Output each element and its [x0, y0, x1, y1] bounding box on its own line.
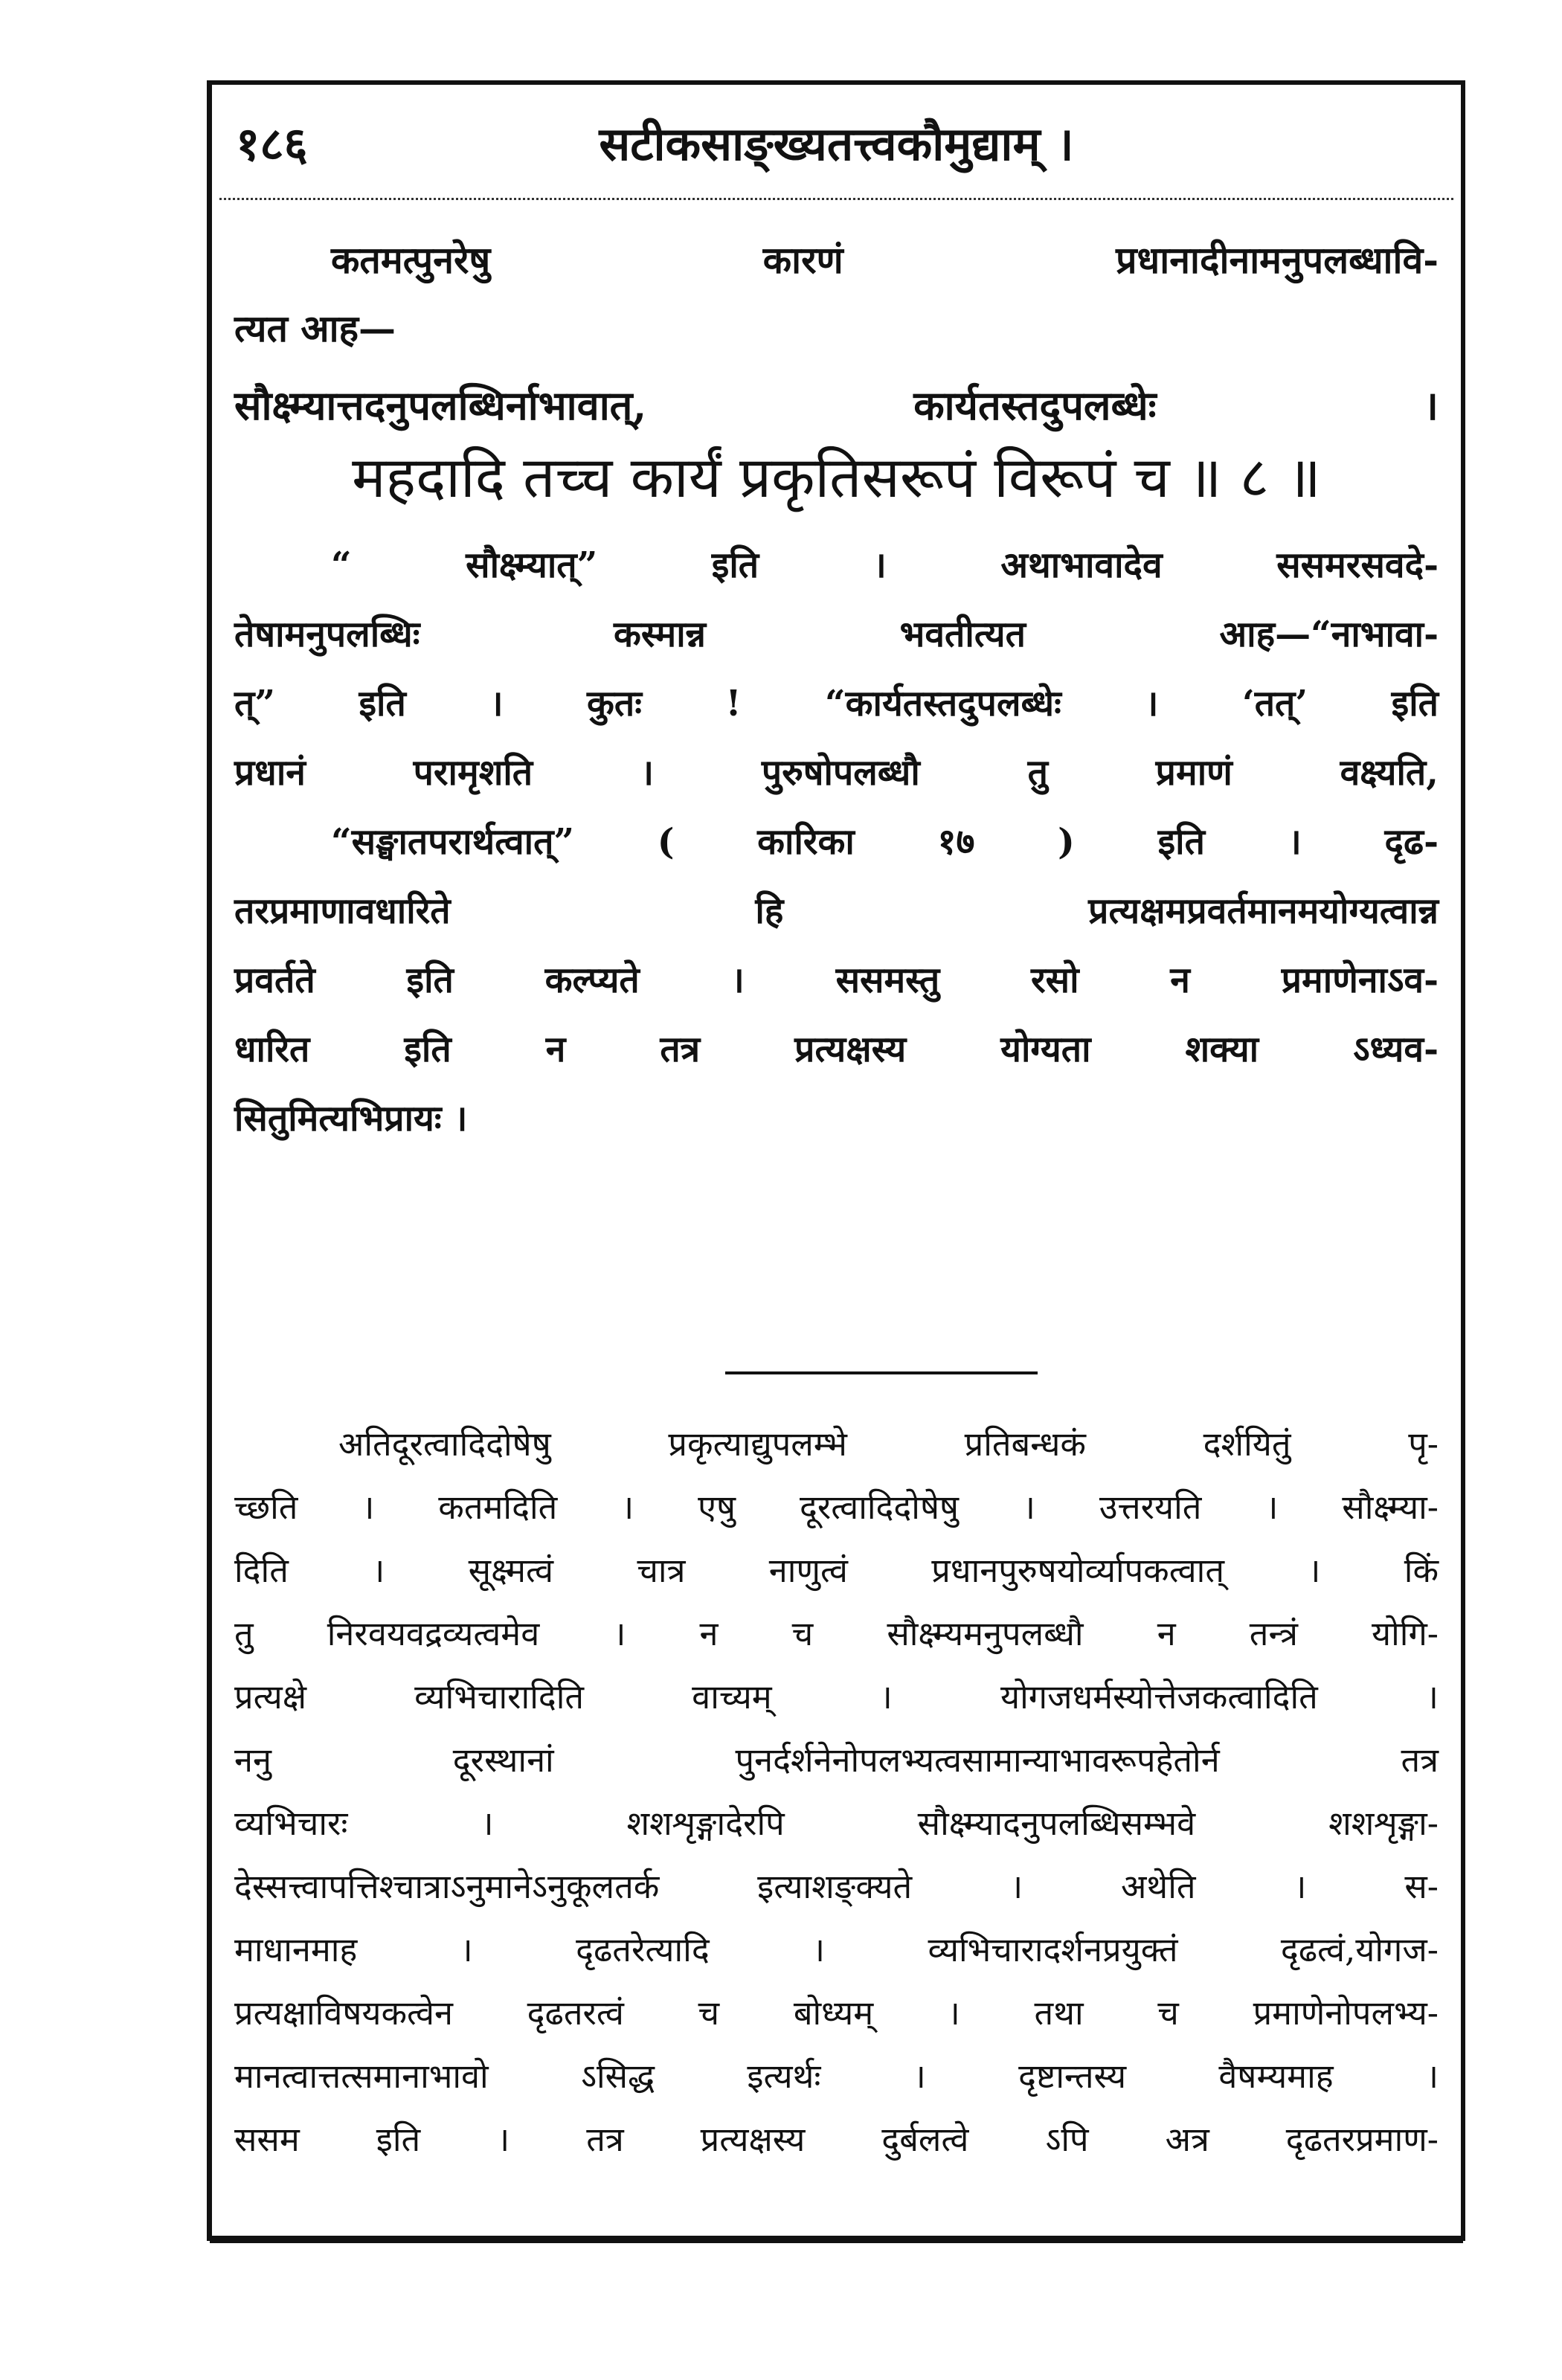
- intro-passage: [234, 226, 1439, 363]
- kaumudi-line: प्रधानं परामृशति । पुरुषोपलब्धौ तु प्रमाणं वक्ष्यति,: [234, 752, 1439, 794]
- karika-line-1: सौक्ष्म्यात्तदनुपलब्धिर्नाभावात्, कार्यतस्तदुपलब्धेः ।: [234, 382, 1439, 429]
- commentary-line: प्रत्यक्षाविषयकत्वेन दृढतरत्वं च बोध्यम् । तथा च प्रमाणेनोपलभ्य-: [234, 1993, 1439, 2033]
- commentary-line: च्छति । कतमदिति । एषु दूरत्वादिदोषेषु । उत्तरयति । सौक्ष्म्या-: [234, 1488, 1439, 1527]
- commentary-line: तु निरवयवद्रव्यत्वमेव । न च सौक्ष्म्यमनुपलब्धौ न तन्त्रं योगि-: [234, 1614, 1439, 1653]
- commentary-line: देस्सत्त्वापत्तिश्चात्राऽनुमानेऽनुकूलतर्क इत्याशङ्क्यते । अथेति । स-: [234, 1867, 1439, 1906]
- intro-line: कतमत्पुनरेषु कारणं प्रधानादीनामनुपलब्धावि-: [331, 238, 1439, 282]
- bottom-rule: [210, 2241, 1463, 2243]
- karika-line-2: महदादि तच्च कार्यं प्रकृतिसरूपं विरूपं च ॥ ८ ॥: [352, 444, 1321, 510]
- commentary-line: ससम इति । तत्र प्रत्यक्षस्य दुर्बलत्वे ऽपि अत्र दृढतरप्रमाण-: [234, 2120, 1439, 2159]
- section-divider: [725, 1371, 1038, 1374]
- running-title: सटीकसाङ्ख्यतत्त्वकौमुद्याम् ।: [599, 117, 1074, 171]
- page-frame: [207, 80, 1465, 2241]
- commentary-line: व्यभिचारः । शशशृङ्गादेरपि सौक्ष्म्यादनुपलब्धिसम्भवे शशशृङ्गा-: [234, 1804, 1439, 1843]
- kaumudi-line: तेषामनुपलब्धिः कस्मान्न भवतीत्यत आह—“नाभावा-: [234, 614, 1439, 655]
- commentary-line: मानत्वात्तत्समानाभावो ऽसिद्ध इत्यर्थः । दृष्टान्तस्य वैषम्यमाह ।: [234, 2056, 1439, 2096]
- kaumudi-line: धारित इति न तत्र प्रत्यक्षस्य योग्यता शक्या ऽध्यव-: [234, 1029, 1439, 1070]
- kaumudi-line: त्” इति । कुतः ! “कार्यतस्तदुपलब्धेः । ‘तत्’ इति: [234, 683, 1439, 724]
- kaumudi-line: प्रवर्तते इति कल्प्यते । ससमस्तु रसो न प्रमाणेनाऽव-: [234, 959, 1439, 1001]
- commentary-line: प्रत्यक्षे व्यभिचारादिति वाच्यम् । योगजधर्मस्योत्तेजकत्वादिति ।: [234, 1677, 1439, 1717]
- kaumudi-line: तरप्रमाणावधारिते हि प्रत्यक्षमप्रवर्तमानमयोग्यत्वान्न: [234, 890, 1439, 932]
- commentary-line: माधानमाह । दृढतरेत्यादि । व्यभिचारादर्शनप्रयुक्तं दृढत्वं,योगज-: [234, 1930, 1439, 1969]
- commentary-line: दिति । सूक्ष्मत्वं चात्र नाणुत्वं प्रधानपुरुषयोर्व्यापकत्वात् । किं: [234, 1551, 1439, 1590]
- commentary-line: अतिदूरत्वादिदोषेषु प्रकृत्याद्युपलम्भे प्रतिबन्धकं दर्शयितुं पृ-: [338, 1424, 1439, 1464]
- page-header: [225, 112, 1447, 178]
- header-rule: [219, 198, 1453, 205]
- commentary-passage: [234, 1412, 1439, 2171]
- commentary-line: ननु दूरस्थानां पुनर्दर्शनेनोपलभ्यत्वसामान्याभावरूपहेतोर्न तत्र: [234, 1740, 1439, 1780]
- tattva-kaumudi-passage: [234, 531, 1439, 1154]
- intro-line: त्यत आह—: [234, 306, 396, 350]
- kaumudi-line: “ सौक्ष्म्यात्” इति । अथाभावादेव ससमरसवदे-: [331, 544, 1439, 586]
- kaumudi-line: सितुमित्यभिप्रायः ।: [234, 1098, 468, 1139]
- kaumudi-line: “सङ्घातपरार्थत्वात्” ( कारिका १७ ) इति । दृढ-: [331, 821, 1439, 863]
- page-number: १८६: [236, 117, 308, 171]
